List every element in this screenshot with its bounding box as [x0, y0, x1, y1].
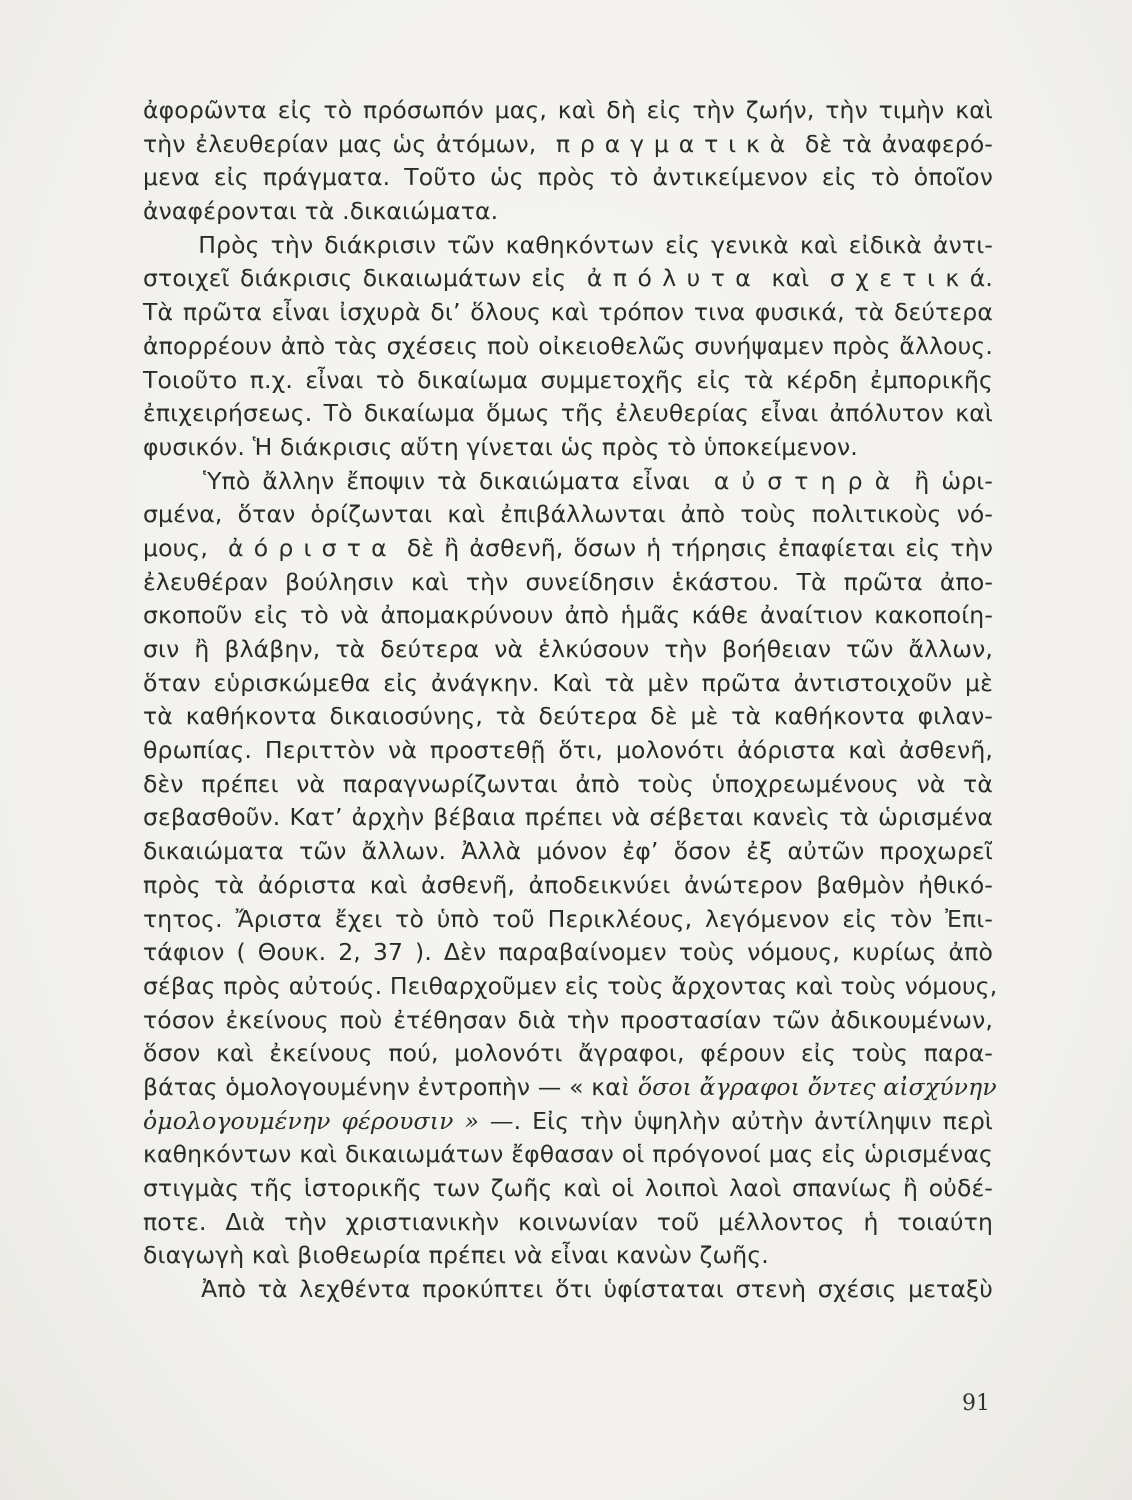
text-line: Ὑπὸ ἄλλην ἔποψιν τὰ δικαιώματα εἶναι α ὐ σ τ η ρ ὰ ἢ ὡρι-	[143, 466, 993, 495]
text-line: τόσον ἐκείνους ποὺ ἐτέθησαν διὰ τὴν προστασίαν τῶν ἀδικουμένων,	[143, 1005, 993, 1034]
text-line: τὰ καθήκοντα δικαιοσύνης, τὰ δεύτερα δὲ μὲ τὰ καθήκοντα φιλαν-	[143, 702, 993, 731]
text-line: ἀπορρέουν ἀπὸ τὰς σχέσεις ποὺ οἰκειοθελῶς συνήψαμεν πρὸς ἄλλους.	[143, 331, 993, 360]
text-line: φυσικόν. Ἡ διάκρισις αὕτη γίνεται ὡς πρὸς τὸ ὑποκείμενον.	[143, 432, 858, 461]
text-line: Πρὸς τὴν διάκρισιν τῶν καθηκόντων εἰς γενικὰ καὶ εἰδικὰ ἀντι-	[143, 230, 993, 259]
text-line: στιγμὰς τῆς ἱστορικῆς των ζωῆς καὶ οἱ λοιποὶ λαοὶ σπανίως ἢ οὐδέ-	[143, 1174, 993, 1202]
text-line: ἐπιχειρήσεως. Τὸ δικαίωμα ὅμως τῆς ἐλευθερίας εἶναι ἀπόλυτον καὶ	[143, 399, 993, 428]
text-line: Τοιοῦτο π.χ. εἶναι τὸ δικαίωμα συμμετοχῆς εἰς τὰ κέρδη ἐμπορικῆς	[143, 365, 993, 394]
text-line: μενα εἰς πράγματα. Τοῦτο ὡς πρὸς τὸ ἀντικείμενον εἰς τὸ ὁποῖον	[143, 163, 993, 192]
text-line: ὅταν εὑρισκώμεθα εἰς ἀνάγκην. Καὶ τὰ μὲν πρῶτα ἀντιστοιχοῦν μὲ	[143, 668, 993, 697]
text-line: ἐλευθέραν βούλησιν καὶ τὴν συνείδησιν ἑκάστου. Τὰ πρῶτα ἀπο-	[143, 567, 993, 596]
text-line: δικαιώματα τῶν ἄλλων. Ἀλλὰ μόνον ἐφ’ ὅσον ἐξ αὐτῶν προχωρεῖ	[143, 837, 993, 866]
text-line: πρὸς τὰ ἀόριστα καὶ ἀσθενῆ, ἀποδεικνύει ἀνώτερον βαθμὸν ἠθικό-	[143, 870, 993, 899]
body-text	[143, 94, 998, 1307]
text-line: βάτας ὁμολογουμένην ἐντροπὴν — « καὶ ὅσοι ἄγραφοι ὄντες αἰσχύνην	[143, 1072, 997, 1101]
text-line: θρωπίας. Περιττὸν νὰ προστεθῇ ὅτι, μολονότι ἀόριστα καὶ ἀσθενῆ,	[143, 736, 993, 765]
text-line: ποτε. Διὰ τὴν χριστιανικὴν κοινωνίαν τοῦ μέλλοντος ἡ τοιαύτη	[143, 1207, 993, 1236]
text-line: Ἀπὸ τὰ λεχθέντα προκύπτει ὅτι ὑφίσταται στενὴ σχέσις μεταξὺ	[143, 1275, 993, 1304]
text-line: ὁμολογουμένην φέρουσιν » —. Εἰς τὴν ὑψηλὴν αὐτὴν ἀντίληψιν περὶ	[143, 1106, 993, 1135]
text-line: σέβας πρὸς αὐτούς. Πειθαρχοῦμεν εἰς τοὺς ἄρχοντας καὶ τοὺς νόμους,	[143, 971, 998, 1000]
text-line: ὅσον καὶ ἐκείνους πού, μολονότι ἄγραφοι, φέρουν εἰς τοὺς παρα-	[143, 1039, 993, 1068]
text-line: ἀφορῶντα εἰς τὸ πρόσωπόν μας, καὶ δὴ εἰς τὴν ζωήν, τὴν τιμὴν καὶ	[143, 96, 993, 124]
text-line: σεβασθοῦν. Κατ’ ἀρχὴν βέβαια πρέπει νὰ σέβεται κανεὶς τὰ ὡρισμένα	[143, 803, 993, 832]
text-line: καθηκόντων καὶ δικαιωμάτων ἔφθασαν οἱ πρόγονοί μας εἰς ὡρισμένας	[143, 1140, 993, 1169]
text-line: σκοποῦν εἰς τὸ νὰ ἀπομακρύνουν ἀπὸ ἡμᾶς κάθε ἀναίτιον κακοποίη-	[143, 601, 993, 630]
page-number: 91	[962, 1391, 990, 1416]
text-line: τάφιον ( Θουκ. 2, 37 ). Δὲν παραβαίνομεν τοὺς νόμους, κυρίως ἀπὸ	[143, 938, 993, 967]
text-line: στοιχεῖ διάκρισις δικαιωμάτων εἰς ἀ π ό λ υ τ α καὶ σ χ ε τ ι κ ά.	[143, 264, 993, 293]
text-line: ἀναφέρονται τὰ .δικαιώματα.	[143, 197, 499, 226]
text-line: Τὰ πρῶτα εἶναι ἰσχυρὰ δι’ ὅλους καὶ τρόπον τινα φυσικά, τὰ δεύτερα	[143, 298, 993, 327]
text-line: σιν ἢ βλάβην, τὰ δεύτερα νὰ ἑλκύσουν τὴν βοήθειαν τῶν ἄλλων,	[143, 635, 993, 663]
text-line: δὲν πρέπει νὰ παραγνωρίζωνται ἀπὸ τοὺς ὑποχρεωμένους νὰ τὰ	[143, 769, 993, 798]
text-line: διαγωγὴ καὶ βιοθεωρία πρέπει νὰ εἶναι κανὼν ζωῆς.	[143, 1241, 769, 1270]
text-line: σμένα, ὅταν ὁρίζωνται καὶ ἐπιβάλλωνται ἀπὸ τοὺς πολιτικοὺς νό-	[143, 500, 993, 529]
text-line: τὴν ἐλευθερίαν μας ὡς ἀτόμων, π ρ α γ μ α τ ι κ ὰ δὲ τὰ ἀναφερό-	[143, 129, 993, 158]
text-line: μους, ἀ ό ρ ι σ τ α δὲ ἢ ἀσθενῆ, ὅσων ἡ τήρησις ἐπαφίεται εἰς τὴν	[143, 533, 993, 562]
text-line: τητος. Ἄριστα ἔχει τὸ ὑπὸ τοῦ Περικλέους, λεγόμενον εἰς τὸν Ἐπι-	[143, 904, 993, 933]
